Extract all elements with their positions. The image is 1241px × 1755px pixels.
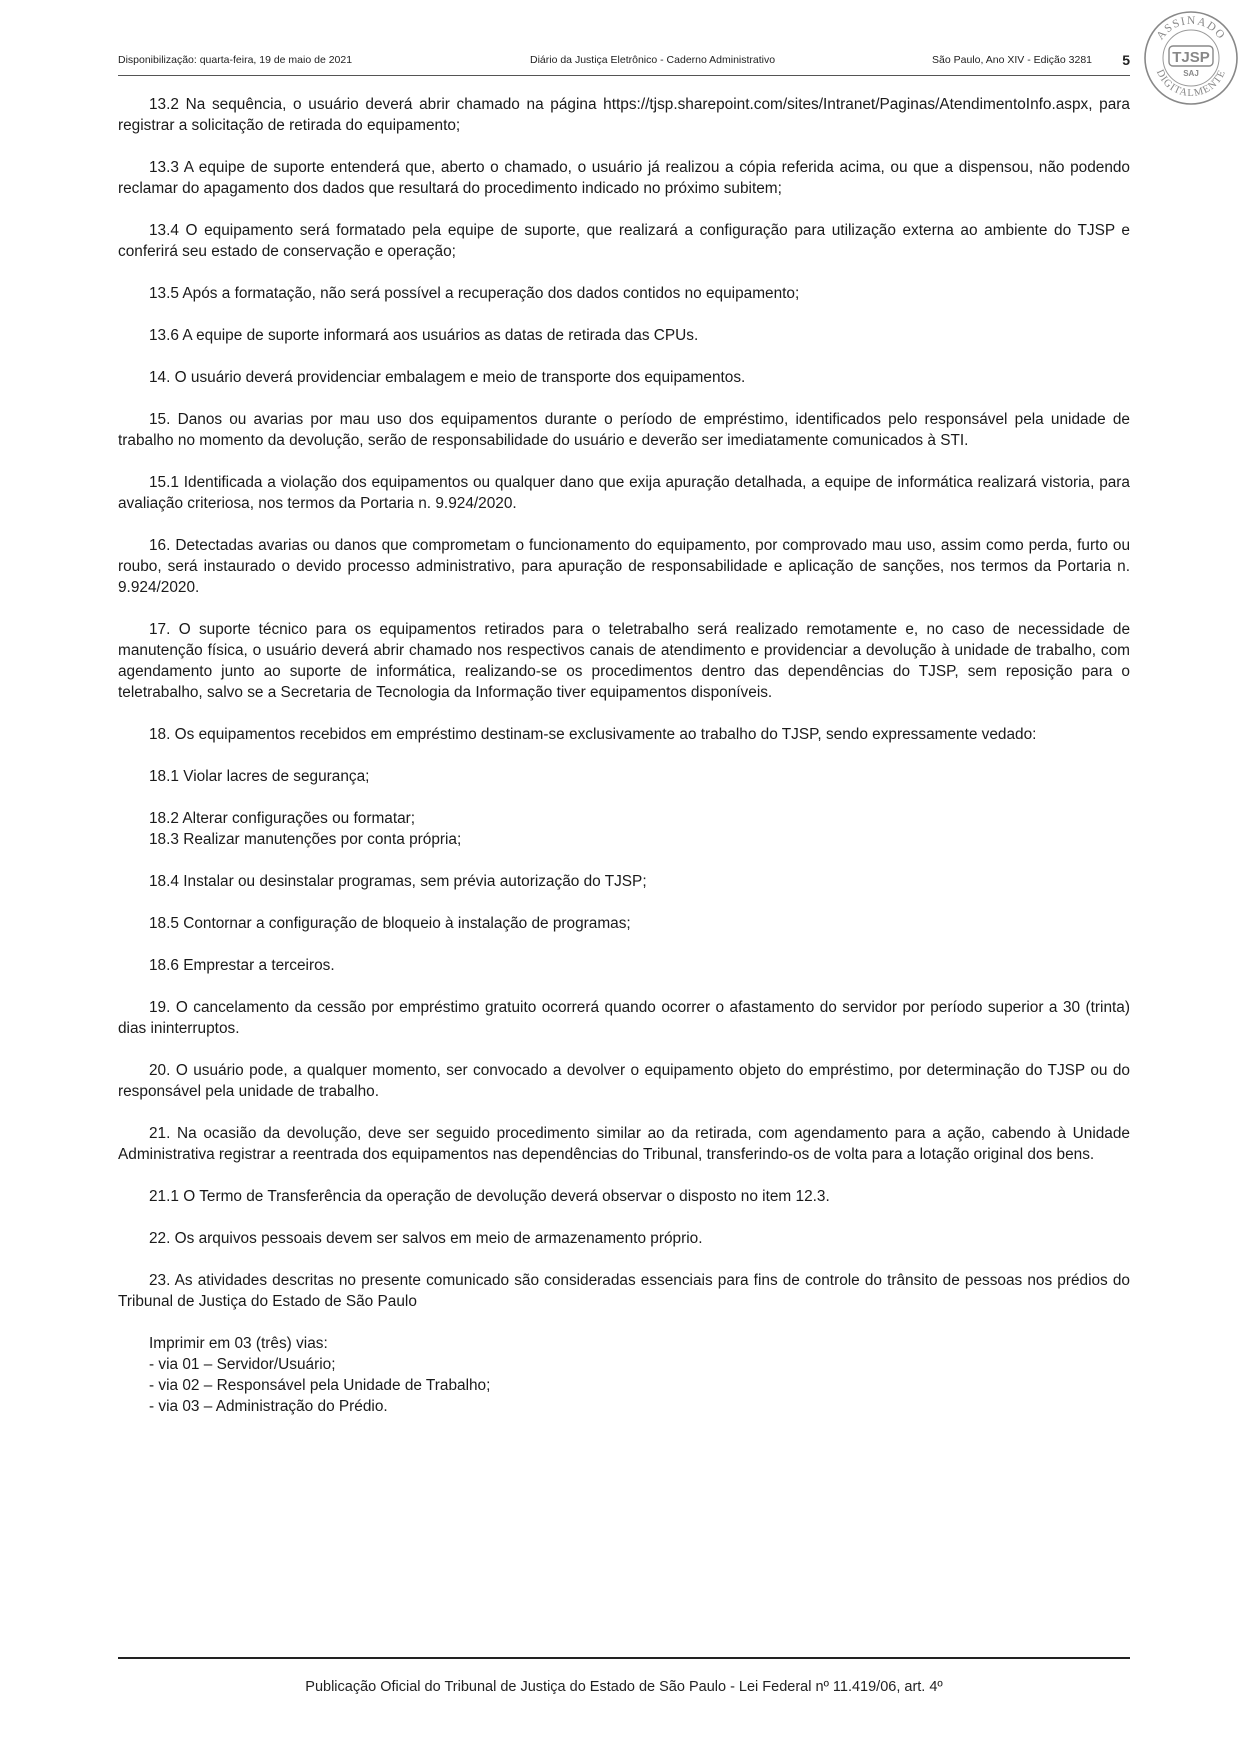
paragraph-19: 19. O cancelamento da cessão por empréstimo gratuito ocorrerá quando ocorrer o afastamento do servidor por período superior a 30 (trinta) dias ininterruptos. [118, 999, 1130, 1037]
print-via-01: - via 01 – Servidor/Usuário; [149, 1356, 336, 1373]
paragraph-14: 14. O usuário deverá providenciar embalagem e meio de transporte dos equipamentos. [149, 369, 746, 386]
item-18-6: 18.6 Emprestar a terceiros. [149, 957, 335, 974]
edition-info: São Paulo, Ano XIV - Edição 3281 [932, 54, 1092, 66]
item-18-1: 18.1 Violar lacres de segurança; [149, 768, 370, 785]
paragraph-13-2: 13.2 Na sequência, o usuário deverá abrir chamado na página https://tjsp.sharepoint.com/sites/Intranet/Paginas/AtendimentoInfo.aspx, para registrar a solicitação de retirada do equipamento; [118, 96, 1130, 134]
seal-sub-text: SAJ [1183, 69, 1199, 78]
paragraph-13-6: 13.6 A equipe de suporte informará aos usuários as datas de retirada das CPUs. [149, 327, 699, 344]
paragraph-15-1: 15.1 Identificada a violação dos equipamentos ou qualquer dano que exija apuração detalhada, a equipe de informática realizará vistoria, para avaliação criteriosa, nos termos da Portaria n. 9.924/2020. [118, 474, 1130, 512]
paragraph-21-1: 21.1 O Termo de Transferência da operação de devolução deverá observar o disposto no item 12.3. [149, 1188, 830, 1205]
paragraph-17: 17. O suporte técnico para os equipamentos retirados para o teletrabalho será realizado remotamente e, no caso de necessidade de manutenção física, o usuário deverá abrir chamado nos respectivos canais de atendimento e providenciar a devolução à unidade de trabalho, com agendamento junto ao suporte de informática, realizando-se os procedimentos dentro das dependências do TJSP, sem reposição para o teletrabalho, salvo se a Secretaria de Tecnologia da Informação tiver equipamentos disponíveis. [118, 621, 1130, 701]
digital-signature-seal-icon [1143, 10, 1239, 106]
availability-date: Disponibilização: quarta-feira, 19 de maio de 2021 [118, 54, 353, 66]
page-header [118, 52, 1130, 74]
seal-bottom-text: DIGITALMENTE [1153, 67, 1229, 100]
paragraph-16: 16. Detectadas avarias ou danos que comprometam o funcionamento do equipamento, por comprovado mau uso, assim como perda, furto ou roubo, será instaurado o devido processo administrativo, para apuração de responsabilidade e aplicação de sanções, nos termos da Portaria n. 9.924/2020. [118, 537, 1130, 596]
item-18-3: 18.3 Realizar manutenções por conta própria; [149, 831, 462, 848]
header-divider [118, 75, 1130, 76]
paragraph-13-4: 13.4 O equipamento será formatado pela equipe de suporte, que realizará a configuração para utilização externa ao ambiente do TJSP e conferirá seu estado de conservação e operação; [118, 222, 1130, 260]
seal-top-text: ASSINADO [1154, 14, 1228, 43]
paragraph-21: 21. Na ocasião da devolução, deve ser seguido procedimento similar ao da retirada, com agendamento para a ação, cabendo à Unidade Administrativa registrar a reentrada dos equipamentos nas dependências do Tribunal, transferindo-os de volta para a lotação original dos bens. [118, 1125, 1130, 1163]
journal-name: Diário da Justiça Eletrônico - Caderno Administrativo [530, 54, 776, 66]
item-18-5: 18.5 Contornar a configuração de bloqueio à instalação de programas; [149, 915, 631, 932]
paragraph-22: 22. Os arquivos pessoais devem ser salvos em meio de armazenamento próprio. [149, 1230, 703, 1247]
paragraph-13-5: 13.5 Após a formatação, não será possível a recuperação dos dados contidos no equipamento; [149, 285, 800, 302]
page-footer: Publicação Oficial do Tribunal de Justiça do Estado de São Paulo - Lei Federal nº 11.419/06, art. 4º [305, 1679, 943, 1695]
document-body [118, 94, 1130, 1417]
print-via-03: - via 03 – Administração do Prédio. [149, 1398, 388, 1415]
item-18-2: 18.2 Alterar configurações ou formatar; [149, 810, 416, 827]
paragraph-18: 18. Os equipamentos recebidos em empréstimo destinam-se exclusivamente ao trabalho do TJSP, sendo expressamente vedado: [149, 726, 1037, 743]
item-18-4: 18.4 Instalar ou desinstalar programas, sem prévia autorização do TJSP; [149, 873, 647, 890]
paragraph-15: 15. Danos ou avarias por mau uso dos equipamentos durante o período de empréstimo, identificados pelo responsável pela unidade de trabalho no momento da devolução, serão de responsabilidade do usuário e deverão ser imediatamente comunicados à STI. [118, 411, 1130, 449]
paragraph-13-3: 13.3 A equipe de suporte entenderá que, aberto o chamado, o usuário já realizou a cópia referida acima, ou que a dispensou, não podendo reclamar do apagamento dos dados que resultará do procedimento indicado no próximo subitem; [118, 159, 1130, 197]
page-number: 5 [1122, 52, 1130, 68]
seal-center-text: TJSP [1172, 49, 1210, 66]
print-instructions-title: Imprimir em 03 (três) vias: [149, 1335, 328, 1352]
footer-divider [118, 1657, 1130, 1659]
paragraph-20: 20. O usuário pode, a qualquer momento, ser convocado a devolver o equipamento objeto do empréstimo, por determinação do TJSP ou do responsável pela unidade de trabalho. [118, 1062, 1130, 1100]
paragraph-23: 23. As atividades descritas no presente comunicado são consideradas essenciais para fins de controle do trânsito de pessoas nos prédios do Tribunal de Justiça do Estado de São Paulo [118, 1272, 1130, 1310]
print-via-02: - via 02 – Responsável pela Unidade de Trabalho; [149, 1377, 491, 1394]
print-instructions [118, 1333, 1130, 1417]
